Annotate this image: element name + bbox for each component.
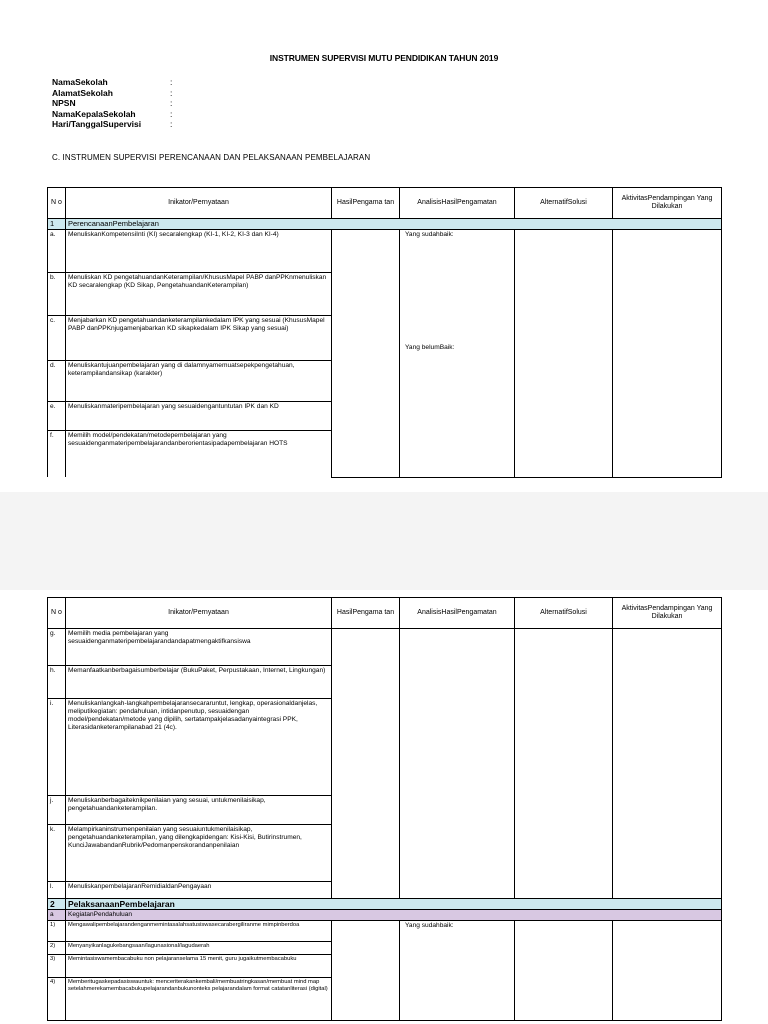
table-row: e. Menuliskanmateripembelajaran yang sesuaidengantuntutan IPK dan KD bbox=[48, 402, 722, 431]
hasil-cell bbox=[332, 921, 400, 1021]
analisis-cell bbox=[400, 629, 515, 899]
table-row: i. Menuliskanlangkah-langkahpembelajaransecararuntut, lengkap, operasionaldanjelas, meliputikegiatan: pendahuluan, intidanpenutup, sesuaidengan model/pendekatan/metode yang dipilih, sertatampakjelasadanyaintegrasi PPK, Literasidanketerampilanabad 21 (4c). bbox=[48, 699, 722, 796]
alternatif-cell bbox=[515, 629, 613, 899]
table-row: a. MenuliskanKompetensiInti (KI) secaralengkap (KI-1, KI-2, KI-3 dan KI-4) Yang sudahbaik: Yang belumBaik: bbox=[48, 230, 722, 273]
header-hasil: HasilPengama tan bbox=[332, 598, 400, 629]
subsection-row-pendahuluan: a KegiatanPendahuluan bbox=[48, 910, 722, 921]
table-row: j. Menuliskanberbagaiteknikpenilaian yang sesuai, untukmenilaisikap, pengetahuandanketerampilan. bbox=[48, 796, 722, 825]
hasil-cell bbox=[332, 629, 400, 899]
table-row: b. Menuliskan KD pengetahuandanKeterampilan/KhususMapel PABP danPPKnmenuliskan KD secaralengkap (KD Sikap, PengetahuandanKeterampilan) bbox=[48, 273, 722, 316]
analysis-bad-label: Yang belumBaik: bbox=[405, 344, 455, 351]
alternatif-cell bbox=[515, 921, 613, 1021]
table-row: 4) Memberitugaskepadasiswauntuk: menceriterakankembali/membuatringkasan/membuat mind map setelahmerekamembacabukupelajarandanbukunonteks pelajarandalam format catatanliterasi (digital) bbox=[48, 978, 722, 1021]
header-aktivitas: AktivitasPendampingan Yang Dilakukan bbox=[613, 188, 722, 219]
header-analisis: AnalisisHasilPengamatan bbox=[400, 188, 515, 219]
header-aktivitas: AktivitasPendampingan Yang Dilakukan bbox=[613, 598, 722, 629]
aktivitas-cell bbox=[613, 629, 722, 899]
table-row: k. Melampirkaninstrumenpenilaian yang sesuaiuntukmenilaisikap, pengetahuandanketerampilan, yang dilengkapidengan: Kisi-Kisi, Butirinstrumen, KunciJawabandanRubrik/Pedomanpenskorandanpenilaian bbox=[48, 825, 722, 882]
alternatif-cell bbox=[515, 230, 613, 478]
section-c-heading: C. INSTRUMEN SUPERVISI PERENCANAAN DAN PELAKSANAAN PEMBELAJARAN bbox=[52, 153, 371, 162]
info-row-principal: NamaKepalaSekolah : bbox=[52, 108, 173, 119]
aktivitas-cell bbox=[613, 921, 722, 1021]
aktivitas-cell bbox=[613, 230, 722, 478]
table-row: 1) Mengawalipembelajarandenganmemintasalahsatusiswasecarabergiliranme mimpinberdoa Yang sudahbaik: bbox=[48, 921, 722, 942]
header-no: N o bbox=[48, 188, 66, 219]
info-row-school-name: NamaSekolah : bbox=[52, 77, 173, 87]
table-row: f. Memilih model/pendekatan/metodepembelajaran yang sesuaidenganmateripembelajarandanberorientasipadapembelajaran HOTS bbox=[48, 431, 722, 478]
table-row: c. Menjabarkan KD pengetahuandanketerampilankedalam IPK yang sesuai (KhususMapel PABP danPPKnjugamenjabarkan KD sikapkedalam IPK Sikap yang sesuai) bbox=[48, 316, 722, 361]
table-row: 2) Menyanyikanlagukebangsaan/lagunasional/lagudaerah bbox=[48, 942, 722, 955]
info-row-date: Hari/TanggalSupervisi : bbox=[52, 119, 173, 129]
table-row: l. MenuliskanpembelajaranRemidialdanPengayaan bbox=[48, 882, 722, 899]
table-row: 3) Memintasiswamembacabuku non pelajaranselama 15 menit, guru jugaikutmembacabuku bbox=[48, 955, 722, 978]
header-alternatif: AlternatifSolusi bbox=[515, 188, 613, 219]
analisis-cell bbox=[400, 230, 515, 478]
header-alternatif: AlternatifSolusi bbox=[515, 598, 613, 629]
section-row-pelaksanaan: 2 PelaksanaanPembelajaran bbox=[48, 899, 722, 910]
table-header-row bbox=[48, 188, 722, 219]
info-row-school-address: AlamatSekolah : bbox=[52, 87, 173, 98]
table-row: d. Menuliskantujuanpembelajaran yang di dalamnyamemuatsepekpengetahuan, keterampilandansikap (karakter) bbox=[48, 361, 722, 402]
table-header-row bbox=[48, 598, 722, 629]
info-row-npsn: NPSN : bbox=[52, 98, 173, 108]
header-indikator: Inikator/Pernyataan bbox=[66, 598, 332, 629]
table-row: h. Memanfaatkanberbagaisumberbelajar (BukuPaket, Perpustakaan, Internet, Lingkungan) bbox=[48, 666, 722, 699]
header-hasil: HasilPengama tan bbox=[332, 188, 400, 219]
section-row-perencanaan: 1 PerencanaanPembelajaran bbox=[48, 219, 722, 230]
analysis-good-label: Yang sudahbaik: bbox=[405, 231, 454, 238]
document-page-1 bbox=[0, 0, 768, 492]
header-indikator: Inikator/Pernyataan bbox=[66, 188, 332, 219]
supervision-table-2 bbox=[47, 597, 722, 1021]
analysis-good-label: Yang sudahbaik: bbox=[405, 922, 454, 929]
table-row: g. Memilih media pembelajaran yang sesuaidenganmateripembelajarandandapatmengaktifkansiswa bbox=[48, 629, 722, 666]
school-info-block bbox=[52, 77, 172, 130]
header-no: N o bbox=[48, 598, 66, 629]
analisis-cell bbox=[400, 921, 515, 1021]
hasil-cell bbox=[332, 230, 400, 478]
supervision-table-1 bbox=[47, 187, 722, 478]
document-title: INSTRUMEN SUPERVISI MUTU PENDIDIKAN TAHUN 2019 bbox=[269, 53, 499, 63]
header-analisis: AnalisisHasilPengamatan bbox=[400, 598, 515, 629]
